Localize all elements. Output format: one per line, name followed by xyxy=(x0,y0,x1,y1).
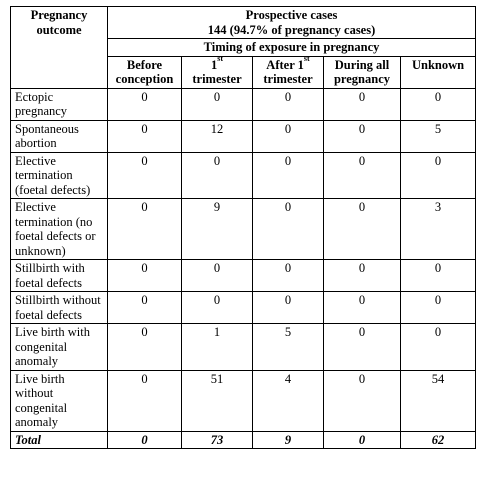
value-cell: 0 xyxy=(253,120,324,152)
table-row xyxy=(11,324,476,371)
total-value-cell: 9 xyxy=(253,431,324,449)
value-cell: 0 xyxy=(324,324,401,371)
total-label: Total xyxy=(11,431,108,449)
value-cell: 9 xyxy=(182,199,253,260)
value-cell: 5 xyxy=(253,324,324,371)
col-label-line1: Unknown xyxy=(411,57,465,72)
value-cell: 0 xyxy=(253,152,324,199)
value-cell: 0 xyxy=(324,120,401,152)
col-label-line2: conception xyxy=(115,72,174,86)
outcome-cell: Stillbirth with foetal defects xyxy=(11,260,108,292)
value-cell: 0 xyxy=(401,88,476,120)
value-cell: 0 xyxy=(253,88,324,120)
outcome-cell: Spontaneous abortion xyxy=(11,120,108,152)
value-cell: 0 xyxy=(108,120,182,152)
value-cell: 0 xyxy=(108,88,182,120)
value-cell: 0 xyxy=(401,324,476,371)
pregnancy-outcome-table xyxy=(10,6,476,449)
col-label-line2: trimester xyxy=(263,72,313,86)
value-cell: 0 xyxy=(108,292,182,324)
value-cell: 0 xyxy=(324,260,401,292)
timing-header: Timing of exposure in pregnancy xyxy=(108,39,476,57)
col-before-conception xyxy=(108,56,182,88)
value-cell: 0 xyxy=(108,199,182,260)
table-row xyxy=(11,120,476,152)
value-cell: 0 xyxy=(324,199,401,260)
col-label-line1: During all xyxy=(334,57,390,72)
value-cell: 54 xyxy=(401,370,476,431)
col-unknown xyxy=(401,56,476,88)
value-cell: 1 xyxy=(182,324,253,371)
value-cell: 0 xyxy=(182,260,253,292)
value-cell: 0 xyxy=(401,152,476,199)
table-row xyxy=(11,260,476,292)
total-value-cell: 73 xyxy=(182,431,253,449)
col-during-all-pregnancy xyxy=(324,56,401,88)
table-row xyxy=(11,199,476,260)
value-cell: 0 xyxy=(401,260,476,292)
value-cell: 5 xyxy=(401,120,476,152)
prospective-title: Prospective cases xyxy=(245,8,338,22)
value-cell: 0 xyxy=(108,152,182,199)
value-cell: 0 xyxy=(182,88,253,120)
table-row xyxy=(11,292,476,324)
value-cell: 0 xyxy=(324,88,401,120)
col-label-line2: trimester xyxy=(192,72,242,86)
value-cell: 0 xyxy=(253,199,324,260)
outcome-cell: Live birth without congenital anomaly xyxy=(11,370,108,431)
outcome-cell: Live birth with congenital anomaly xyxy=(11,324,108,371)
total-value-cell: 0 xyxy=(324,431,401,449)
col-label-line1: 1st xyxy=(210,54,224,72)
value-cell: 0 xyxy=(182,152,253,199)
table-row xyxy=(11,370,476,431)
col-first-trimester xyxy=(182,56,253,88)
value-cell: 51 xyxy=(182,370,253,431)
value-cell: 0 xyxy=(401,292,476,324)
outcome-cell: Elective termination (no foetal defects or unknown) xyxy=(11,199,108,260)
table-body xyxy=(11,88,476,449)
value-cell: 3 xyxy=(401,199,476,260)
value-cell: 0 xyxy=(253,292,324,324)
table-row xyxy=(11,152,476,199)
table-row xyxy=(11,88,476,120)
value-cell: 0 xyxy=(324,152,401,199)
total-value-cell: 62 xyxy=(401,431,476,449)
value-cell: 0 xyxy=(182,292,253,324)
outcome-cell: Elective termination (foetal defects) xyxy=(11,152,108,199)
total-row xyxy=(11,431,476,449)
outcome-cell: Ectopic pregnancy xyxy=(11,88,108,120)
col-after-first-trimester xyxy=(253,56,324,88)
value-cell: 4 xyxy=(253,370,324,431)
col-label-line1: Before xyxy=(126,57,163,72)
col-label-line1: After 1st xyxy=(266,54,310,72)
outcome-cell: Stillbirth without foetal defects xyxy=(11,292,108,324)
col-label-line2: pregnancy xyxy=(333,72,391,86)
prospective-header xyxy=(108,7,476,39)
value-cell: 12 xyxy=(182,120,253,152)
outcome-header: Pregnancy outcome xyxy=(11,7,108,89)
value-cell: 0 xyxy=(108,370,182,431)
prospective-subtitle: 144 (94.7% of pregnancy cases) xyxy=(207,22,376,37)
value-cell: 0 xyxy=(108,324,182,371)
total-value-cell: 0 xyxy=(108,431,182,449)
value-cell: 0 xyxy=(108,260,182,292)
value-cell: 0 xyxy=(324,370,401,431)
value-cell: 0 xyxy=(324,292,401,324)
value-cell: 0 xyxy=(253,260,324,292)
